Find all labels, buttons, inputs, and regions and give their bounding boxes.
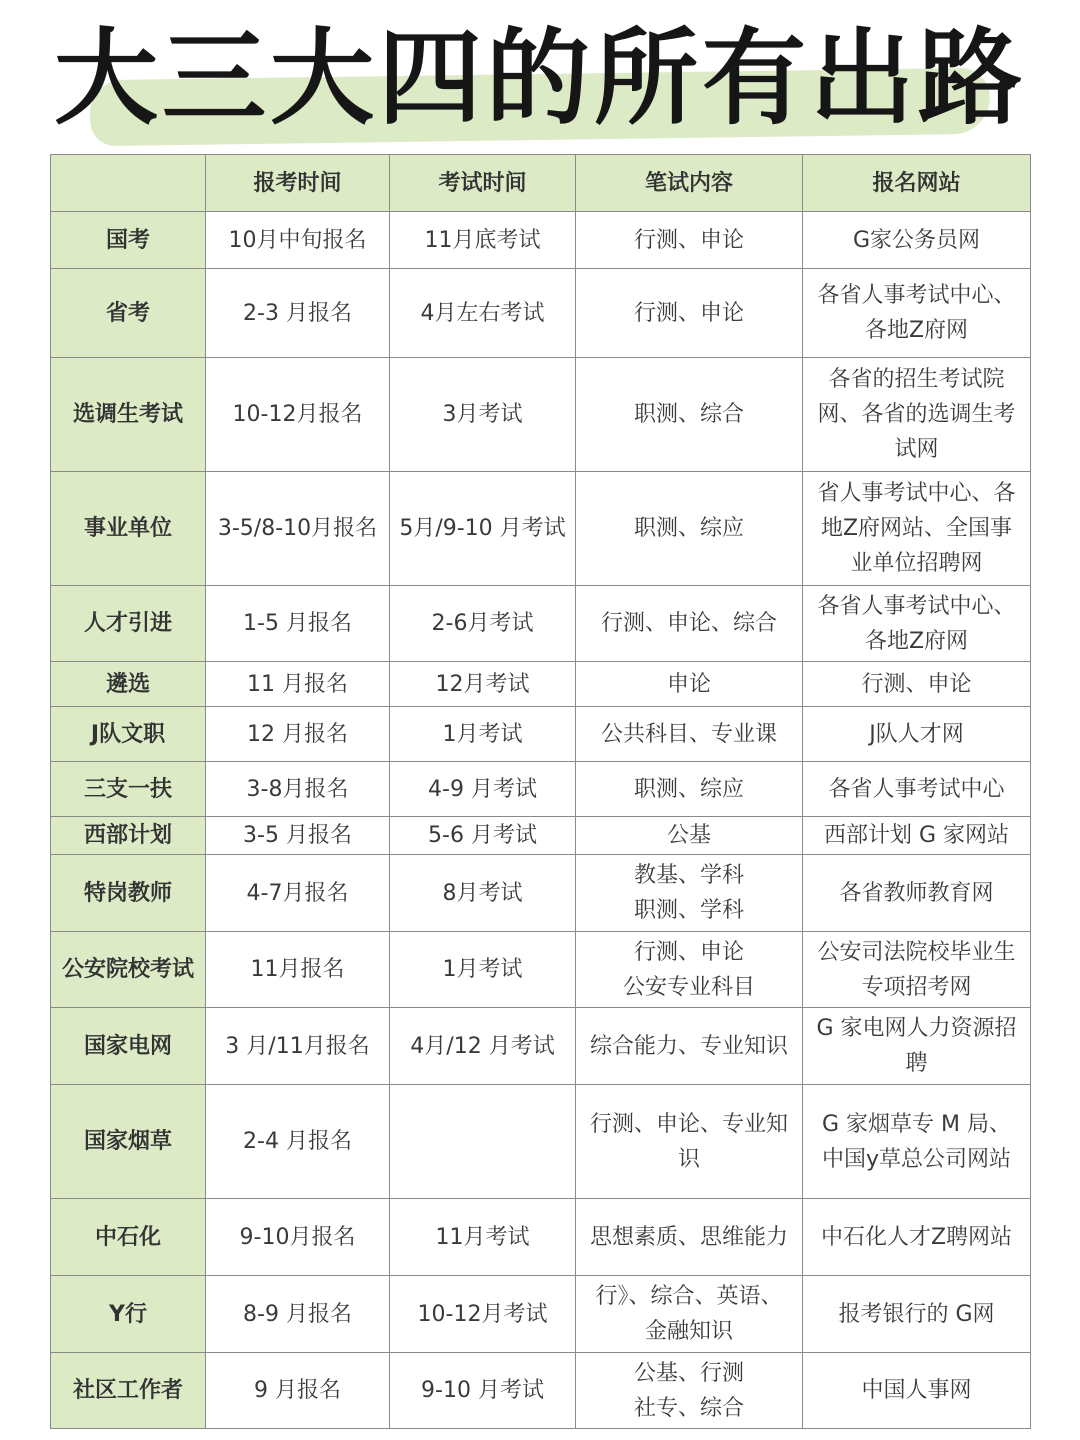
signup-website-cell [803,1276,1031,1353]
exam-time-cell: 9-10 月考试 [390,1353,576,1429]
route-name-cell: 遴选 [51,662,206,707]
signup-website-cell-line: 西部计划 G 家网站 [823,823,1010,848]
signup-website-cell [803,707,1031,762]
table-row [51,269,1031,358]
route-name-cell: 社区工作者 [51,1353,206,1429]
signup-website-cell-line: 各省的招生考试院 [828,367,1005,392]
exam-time-cell: 4-9 月考试 [390,762,576,817]
signup-website-cell-line: 公安司法院校毕业生 [817,939,1016,965]
written-content-cell-line: 识 [677,1146,700,1172]
exam-time-cell: 1月考试 [390,707,576,762]
written-content-cell-line: 社专、综合 [633,1395,744,1421]
signup-website-cell [803,358,1031,472]
written-content-cell-line: 职测、综合 [633,402,744,427]
signup-time-cell: 9 月报名 [206,1353,390,1429]
signup-website-cell-line: 各省教师教育网 [839,880,994,906]
table-header-row [51,155,1031,212]
signup-website-cell-line: 行测、申论 [861,671,972,697]
route-name-cell: 特岗教师 [51,855,206,932]
signup-time-cell: 2-3 月报名 [206,269,390,358]
signup-website-cell-line: 网、各省的选调生考 [817,402,1016,427]
signup-website-cell [803,662,1031,707]
table-row [51,1199,1031,1276]
written-content-cell [576,1276,803,1353]
signup-time-cell: 1-5 月报名 [206,586,390,662]
career-routes-table [50,154,1031,1429]
signup-website-cell-line: 各省人事考试中心、 [817,283,1016,308]
signup-website-cell-line: 试网 [894,437,939,462]
table-row [51,358,1031,472]
table-row [51,855,1031,932]
written-content-cell [576,855,803,932]
signup-website-cell-line: J队人才网 [869,721,964,747]
signup-time-cell: 9-10月报名 [206,1199,390,1276]
written-content-cell-line: 职测、综应 [633,516,744,541]
signup-website-cell [803,817,1031,855]
written-content-cell [576,212,803,269]
route-name-cell: 事业单位 [51,472,206,586]
exam-time-cell: 1月考试 [390,932,576,1008]
signup-website-cell [803,269,1031,358]
table-row [51,586,1031,662]
header-corner [51,155,206,212]
signup-website-cell [803,586,1031,662]
header-exam-time: 考试时间 [390,155,576,212]
exam-time-cell: 11月考试 [390,1199,576,1276]
exam-time-cell: 8月考试 [390,855,576,932]
route-name-cell: Y行 [51,1276,206,1353]
exam-time-cell: 2-6月考试 [390,586,576,662]
signup-time-cell: 10月中旬报名 [206,212,390,269]
signup-website-cell-line: 各省人事考试中心、 [817,593,1016,619]
written-content-cell-line: 公共科目、专业课 [600,721,777,747]
title-banner [0,0,1080,152]
exam-time-cell: 5-6 月考试 [390,817,576,855]
signup-website-cell [803,762,1031,817]
table-row [51,1008,1031,1085]
route-name-cell: 三支一扶 [51,762,206,817]
route-name-cell: 中石化 [51,1199,206,1276]
exam-time-cell: 4月左右考试 [390,269,576,358]
signup-website-cell-line: 中国y草总公司网站 [821,1146,1012,1172]
signup-website-cell-line: 各地Z府网 [864,628,969,654]
table-row [51,212,1031,269]
written-content-cell-line: 公基 [666,823,711,848]
route-name-cell: 国家电网 [51,1008,206,1085]
route-name-cell: 选调生考试 [51,358,206,472]
signup-time-cell: 4-7月报名 [206,855,390,932]
written-content-cell [576,1008,803,1085]
written-content-cell [576,586,803,662]
signup-website-cell [803,1353,1031,1429]
signup-website-cell [803,855,1031,932]
written-content-cell-line: 行测、申论、专业知 [589,1111,788,1137]
table-row [51,1353,1031,1429]
signup-time-cell: 8-9 月报名 [206,1276,390,1353]
route-name-cell: 国家烟草 [51,1085,206,1199]
written-content-cell-line: 行测、申论、综合 [600,611,777,636]
signup-website-cell-line: 各地Z府网 [864,318,969,343]
route-name-cell: 公安院校考试 [51,932,206,1008]
signup-website-cell-line: G家公务员网 [852,227,981,253]
exam-time-cell: 4月/12 月考试 [390,1008,576,1085]
written-content-cell [576,662,803,707]
signup-time-cell: 3-5 月报名 [206,817,390,855]
exam-time-cell: 12月考试 [390,662,576,707]
signup-website-cell [803,1085,1031,1199]
written-content-cell [576,1199,803,1276]
exam-time-cell: 10-12月考试 [390,1276,576,1353]
table-row [51,932,1031,1008]
exam-time-cell: 11月底考试 [390,212,576,269]
written-content-cell-line: 公基、行测 [633,1360,744,1386]
written-content-cell-line: 公安专业科目 [622,974,755,1000]
table-row [51,707,1031,762]
written-content-cell-line: 综合能力、专业知识 [589,1033,788,1059]
table-row [51,472,1031,586]
exam-time-cell: 3月考试 [390,358,576,472]
signup-time-cell: 12 月报名 [206,707,390,762]
route-name-cell: 国考 [51,212,206,269]
signup-website-cell-line: G 家电网人力资源招 [816,1016,1017,1041]
signup-website-cell-line: 报考银行的 G网 [838,1301,995,1327]
written-content-cell-line: 行测、申论 [633,939,744,965]
exam-time-cell: 5月/9-10 月考试 [390,472,576,586]
written-content-cell [576,817,803,855]
written-content-cell-line: 行测、申论 [633,300,744,326]
written-content-cell [576,762,803,817]
signup-time-cell: 2-4 月报名 [206,1085,390,1199]
signup-website-cell [803,932,1031,1008]
signup-time-cell: 3-8月报名 [206,762,390,817]
written-content-cell-line: 行》、综合、英语、 [595,1284,783,1309]
table-row [51,1085,1031,1199]
table-row [51,762,1031,817]
written-content-cell [576,707,803,762]
written-content-cell [576,1353,803,1429]
signup-website-cell-line: 中国人事网 [861,1378,972,1403]
written-content-cell-line: 申论 [666,671,711,697]
signup-website-cell-line: 省人事考试中心、各 [817,481,1016,506]
signup-time-cell: 3-5/8-10月报名 [206,472,390,586]
written-content-cell-line: 职测、学科 [633,898,744,923]
written-content-cell [576,932,803,1008]
table-row [51,662,1031,707]
signup-website-cell-line: 业单位招聘网 [850,551,983,576]
signup-time-cell: 11 月报名 [206,662,390,707]
route-name-cell: 省考 [51,269,206,358]
exam-time-cell [390,1085,576,1199]
signup-website-cell-line: 各省人事考试中心 [828,776,1005,802]
signup-website-cell-line: G 家烟草专 M 局、 [821,1111,1011,1137]
written-content-cell [576,269,803,358]
page-title: 大三大四的所有出路 [53,17,1026,139]
written-content-cell [576,358,803,472]
written-content-cell-line: 行测、申论 [633,227,744,253]
signup-website-cell-line: 聘 [905,1051,928,1076]
signup-website-cell-line: 地Z府网站、全国事 [820,516,1013,541]
route-name-cell: 人才引进 [51,586,206,662]
signup-time-cell: 11月报名 [206,932,390,1008]
signup-time-cell: 3 月/11月报名 [206,1008,390,1085]
table-body [51,212,1031,1429]
written-content-cell-line: 教基、学科 [633,863,744,888]
written-content-cell-line: 思想素质、思维能力 [589,1224,788,1250]
header-signup-website: 报名网站 [803,155,1031,212]
signup-website-cell [803,212,1031,269]
written-content-cell [576,472,803,586]
signup-website-cell [803,1008,1031,1085]
signup-website-cell [803,1199,1031,1276]
route-name-cell: 西部计划 [51,817,206,855]
header-signup-time: 报考时间 [206,155,390,212]
header-written-content: 笔试内容 [576,155,803,212]
table-row [51,817,1031,855]
table-row [51,1276,1031,1353]
written-content-cell [576,1085,803,1199]
signup-website-cell [803,472,1031,586]
signup-website-cell-line: 专项招考网 [861,974,972,1000]
route-name-cell: J队文职 [51,707,206,762]
written-content-cell-line: 金融知识 [644,1319,733,1344]
signup-website-cell-line: 中石化人才Z聘网站 [820,1224,1013,1250]
written-content-cell-line: 职测、综应 [633,776,744,802]
signup-time-cell: 10-12月报名 [206,358,390,472]
